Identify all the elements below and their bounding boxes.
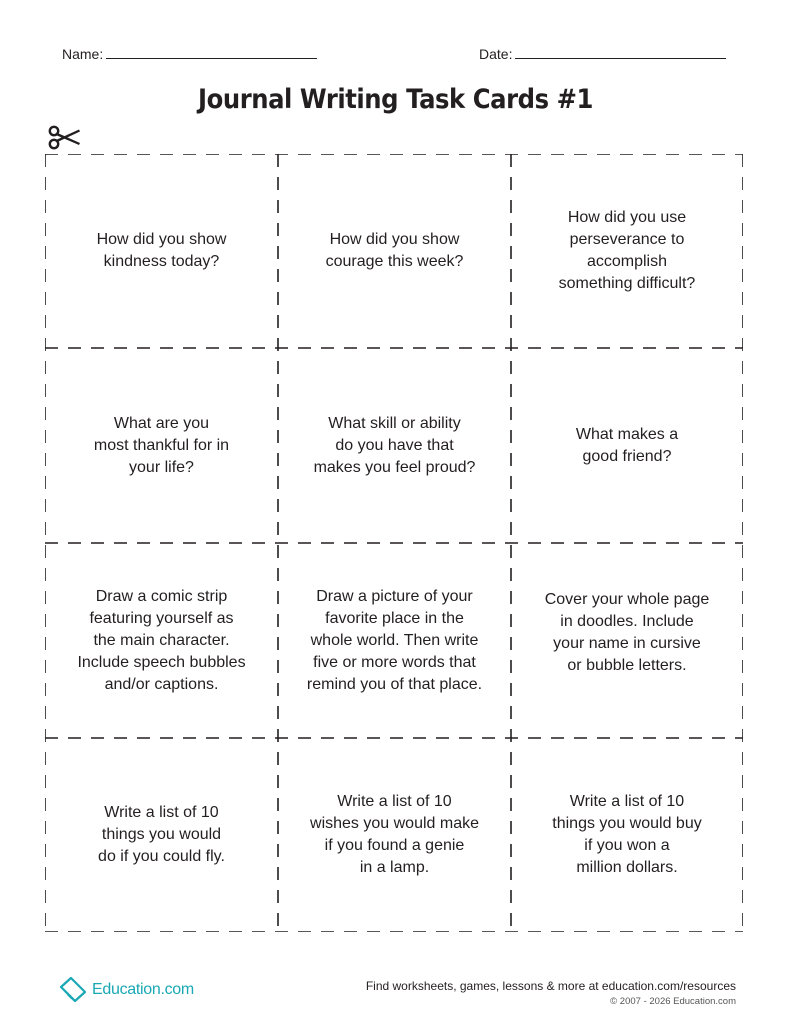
task-card: Draw a picture of your favorite place in the whole world. Then write five or more words that remind you of that place.	[306, 587, 483, 693]
date-field[interactable]	[479, 44, 726, 62]
name-line[interactable]	[106, 44, 317, 59]
task-card: What makes a good friend?	[575, 425, 679, 465]
footer	[366, 979, 736, 1007]
task-card: How did you show kindness today?	[96, 231, 227, 270]
task-card: How did you use perseverance to accomplish something difficult?	[558, 209, 696, 292]
education-logo[interactable]	[58, 972, 194, 1008]
task-card: Write a list of 10 wishes you would make if you found a genie in a lamp.	[310, 793, 479, 876]
name-field[interactable]	[62, 44, 317, 62]
task-card: Cover your whole page in doodles. Include your name in cursive or bubble letters.	[544, 591, 710, 674]
scissors-icon	[46, 122, 84, 152]
footer-copyright: © 2007 - 2026 Education.com	[610, 996, 736, 1007]
task-card: Write a list of 10 things you would buy if you won a million dollars.	[552, 793, 702, 876]
task-card: Write a list of 10 things you would do if you could fly.	[98, 804, 225, 865]
logo-text: Education.com	[92, 981, 194, 998]
task-card-grid	[45, 154, 743, 932]
task-card: What skill or ability do you have that makes you feel proud?	[313, 414, 476, 476]
task-card: What are you most thankful for in your life?	[93, 414, 230, 476]
page-title: Journal Writing Task Cards #1	[198, 84, 593, 115]
name-label: Name:	[62, 46, 104, 62]
date-line[interactable]	[515, 44, 726, 59]
task-card: Draw a comic strip featuring yourself as the main character. Include speech bubbles and/or captions.	[77, 587, 246, 693]
footer-resources-link[interactable]: Find worksheets, games, lessons & more at education.com/resources	[365, 979, 736, 993]
task-card: How did you show courage this week?	[325, 231, 464, 270]
education-logo-icon	[58, 975, 88, 1005]
date-label: Date:	[479, 46, 513, 62]
